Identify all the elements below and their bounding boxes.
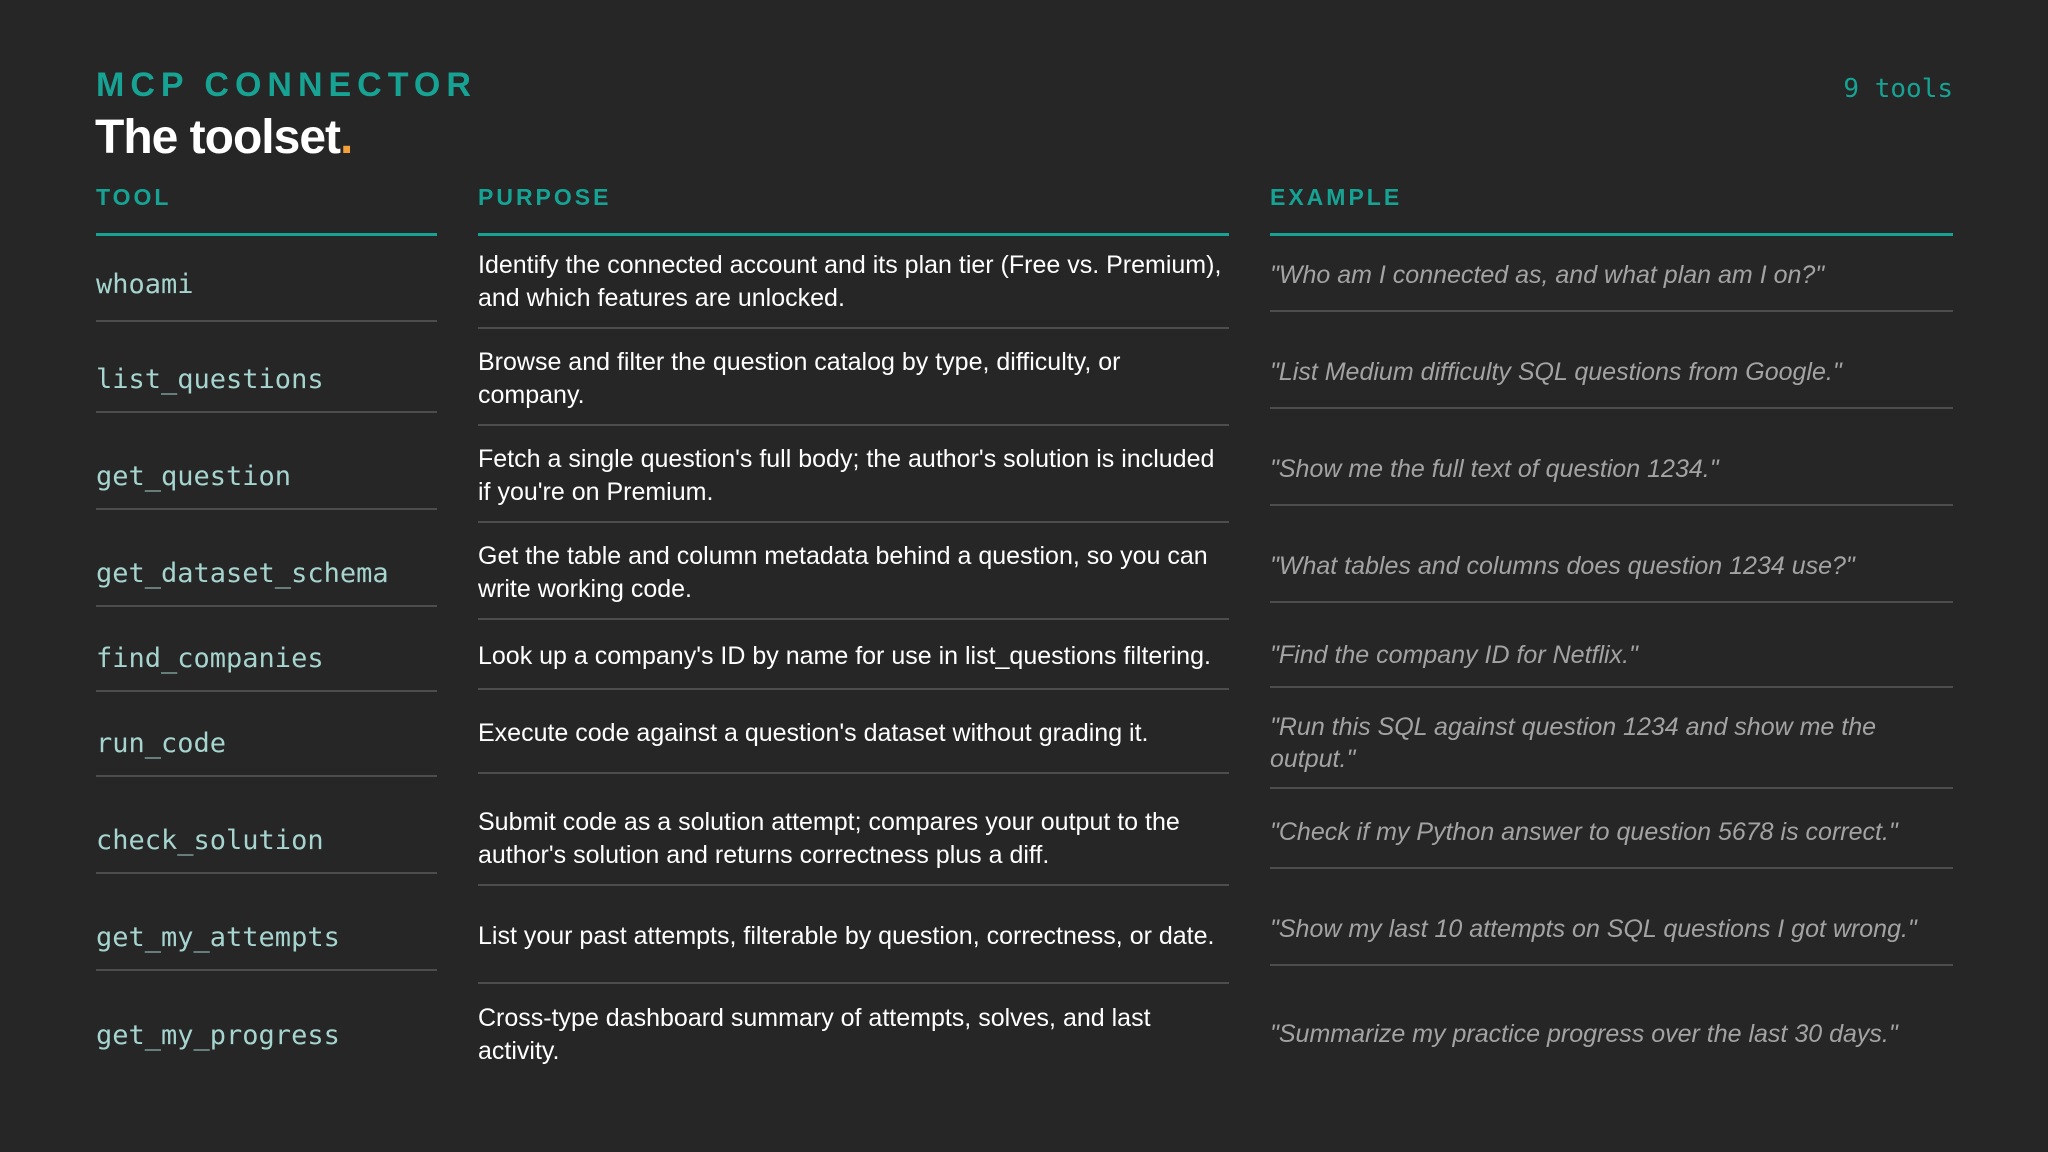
example-cell [1270, 894, 1953, 966]
tool-name: get_my_attempts [96, 921, 340, 953]
tool-name: get_my_progress [96, 1019, 340, 1051]
example-column-header: EXAMPLE [1270, 183, 1953, 236]
title-accent-dot: . [340, 111, 353, 164]
purpose-cell [478, 793, 1229, 886]
purpose-cell [478, 236, 1229, 329]
purpose-cell [478, 527, 1229, 620]
page-title-text: The toolset [95, 111, 341, 164]
example-text: "List Medium difficulty SQL questions from Google." [1270, 358, 1842, 386]
example-cell [1270, 992, 1953, 1076]
purpose-cell [478, 891, 1229, 984]
purpose-text: Browse and filter the question catalog by type, difficulty, or company. [478, 347, 1121, 409]
example-text: "Who am I connected as, and what plan am I on?" [1270, 261, 1825, 289]
purpose-text: Fetch a single question's full body; the author's solution is included if you're on Premium. [478, 444, 1215, 506]
tool-column-header: TOOL [96, 183, 437, 236]
example-text: "Show me the full text of question 1234." [1270, 455, 1719, 483]
example-cell [1270, 434, 1953, 506]
tool-cell [96, 808, 437, 874]
example-cell [1270, 797, 1953, 869]
example-text: "Summarize my practice progress over the last 30 days." [1270, 1020, 1898, 1048]
purpose-cell [478, 988, 1229, 1081]
example-text: "What tables and columns does question 1234 use?" [1270, 552, 1855, 580]
purpose-cell [478, 694, 1229, 774]
purpose-text: Execute code against a question's dataset without grading it. [478, 718, 1149, 747]
example-cell [1270, 698, 1953, 789]
purpose-cell [478, 333, 1229, 426]
tool-cell [96, 626, 437, 692]
example-text: "Show my last 10 attempts on SQL questions I got wrong." [1270, 915, 1917, 943]
example-text: "Find the company ID for Netflix." [1270, 641, 1638, 669]
example-cell [1270, 531, 1953, 603]
purpose-cell [478, 430, 1229, 523]
purpose-text: Look up a company's ID by name for use in list_questions filtering. [478, 641, 1211, 670]
tool-cell [96, 541, 437, 607]
tool-cell [96, 347, 437, 413]
purpose-text: Cross-type dashboard summary of attempts, solves, and last activity. [478, 1003, 1151, 1065]
tool-name: whoami [96, 269, 194, 300]
section-eyebrow: MCP CONNECTOR [96, 66, 477, 104]
example-cell [1270, 624, 1953, 688]
tool-name: get_dataset_schema [96, 557, 389, 589]
tool-cell [96, 444, 437, 510]
tool-name: find_companies [96, 642, 324, 674]
page-title [95, 108, 352, 168]
tool-cell [96, 1002, 437, 1068]
tool-name: check_solution [96, 824, 324, 856]
tool-cell [96, 711, 437, 777]
tool-count: 9 tools [1843, 74, 1953, 104]
tool-name: run_code [96, 727, 227, 759]
tool-name: get_question [96, 460, 292, 492]
tool-cell [96, 249, 437, 322]
purpose-text: Get the table and column metadata behind a question, so you can write working code. [478, 541, 1208, 603]
tool-cell [96, 905, 437, 971]
tool-name: list_questions [96, 363, 324, 395]
example-cell [1270, 240, 1953, 312]
purpose-text: Submit code as a solution attempt; compares your output to the author's solution and returns correctness plus a diff. [478, 807, 1180, 869]
purpose-text: List your past attempts, filterable by question, correctness, or date. [478, 922, 1215, 950]
purpose-cell [478, 624, 1229, 690]
purpose-column-header: PURPOSE [478, 183, 1229, 236]
example-text: "Run this SQL against question 1234 and show me the output." [1270, 712, 1877, 773]
purpose-text: Identify the connected account and its plan tier (Free vs. Premium), and which features are unlocked. [478, 250, 1222, 312]
example-text: "Check if my Python answer to question 5678 is correct." [1270, 818, 1898, 846]
example-cell [1270, 337, 1953, 409]
